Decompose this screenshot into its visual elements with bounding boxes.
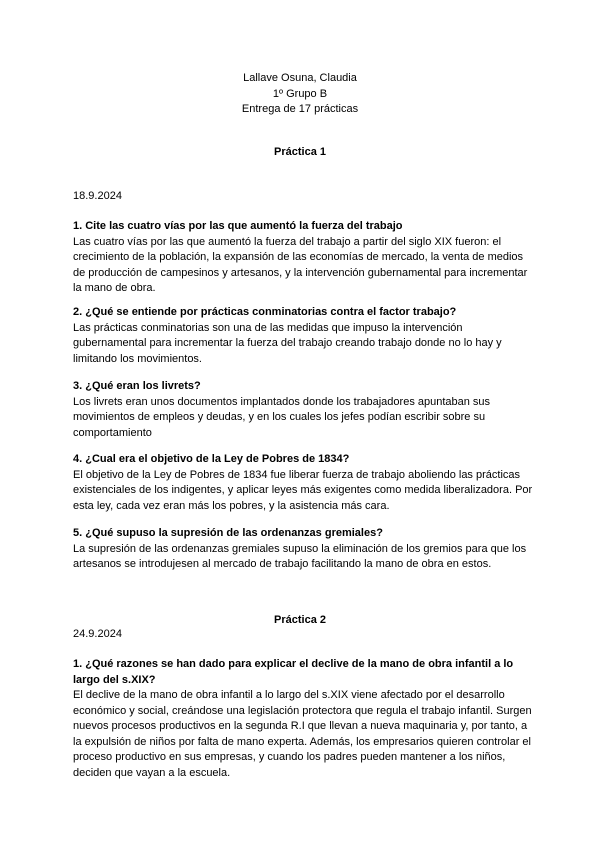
- answer: El declive de la mano de obra infantil a lo largo del s.XIX viene afectado por el desarrollo económico y social, creándose una legislación protectora que regula el trabajo infantil. Surgen nuevos procesos productivos en la segunda R.I que llevan a nueva maquinaria y, por tanto, a la expulsión de niños por falta de mano experta. Además, los empresarios quieren controlar el proceso productivo en sus empresas, y cuando los padres pueden mantener a los niños, deciden que vayan a la escuela.: [73, 689, 532, 779]
- practice-1-item-3: [73, 379, 533, 441]
- answer: Las prácticas conminatorias son una de las medidas que impuso la intervención gubernamental para incrementar la fuerza del trabajo creando trabajo donde no lo hay y limitando los movimientos.: [73, 321, 502, 365]
- practice-1-item-4: [73, 452, 533, 514]
- question: 3. ¿Qué eran los livrets?: [73, 380, 201, 392]
- answer: Los livrets eran unos documentos implantados donde los trabajadores apuntaban sus movimientos de empleos y deudas, y en los cuales los jefes podían escribir sobre su comportamiento: [73, 395, 491, 439]
- practice-1-item-1: [73, 219, 533, 297]
- practice-1-title: Práctica 1: [274, 146, 326, 158]
- practice-1-item-2: [73, 305, 533, 367]
- answer: Las cuatro vías por las que aumentó la fuerza del trabajo a partir del siglo XIX fueron: el crecimiento de la población, la expansión de las economías de mercado, la venta de medios de producción de campesinos y artesanos, y la intervención gubernamental para incrementar la mano de obra.: [73, 235, 528, 294]
- question: 1. ¿Qué razones se han dado para explicar el declive de la mano de obra infantil a lo largo del s.XIX?: [73, 658, 514, 686]
- practice-2-title: Práctica 2: [274, 614, 326, 626]
- answer: El objetivo de la Ley de Pobres de 1834 fue liberar fuerza de trabajo aboliendo las prácticas existenciales de los indigentes, y aplicar leyes más exigentes como medida liberalizadora. Por esta ley, cada vez eran más los pobres, y la asistencia más cara.: [73, 468, 533, 512]
- author-name: Lallave Osuna, Claudia: [243, 72, 357, 84]
- practice-2-date: 24.9.2024: [73, 628, 122, 640]
- delivery-note: Entrega de 17 prácticas: [241, 103, 359, 115]
- question: 4. ¿Cual era el objetivo de la Ley de Pobres de 1834?: [73, 453, 350, 465]
- document-header: [0, 71, 600, 118]
- answer: La supresión de las ordenanzas gremiales supuso la eliminación de los gremios para que los artesanos se introdujesen al mercado de trabajo facilitando la mano de obra en estos.: [73, 542, 527, 570]
- question: 5. ¿Qué supuso la supresión de las ordenanzas gremiales?: [73, 527, 383, 539]
- question: 1. Cite las cuatro vías por las que aumentó la fuerza del trabajo: [73, 220, 403, 232]
- question: 2. ¿Qué se entiende por prácticas conminatorias contra el factor trabajo?: [73, 306, 457, 318]
- student-group: 1º Grupo B: [272, 87, 328, 100]
- practice-1-item-5: [73, 526, 533, 573]
- practice-1-date: 18.9.2024: [73, 190, 122, 202]
- practice-2-item-1: [73, 657, 533, 781]
